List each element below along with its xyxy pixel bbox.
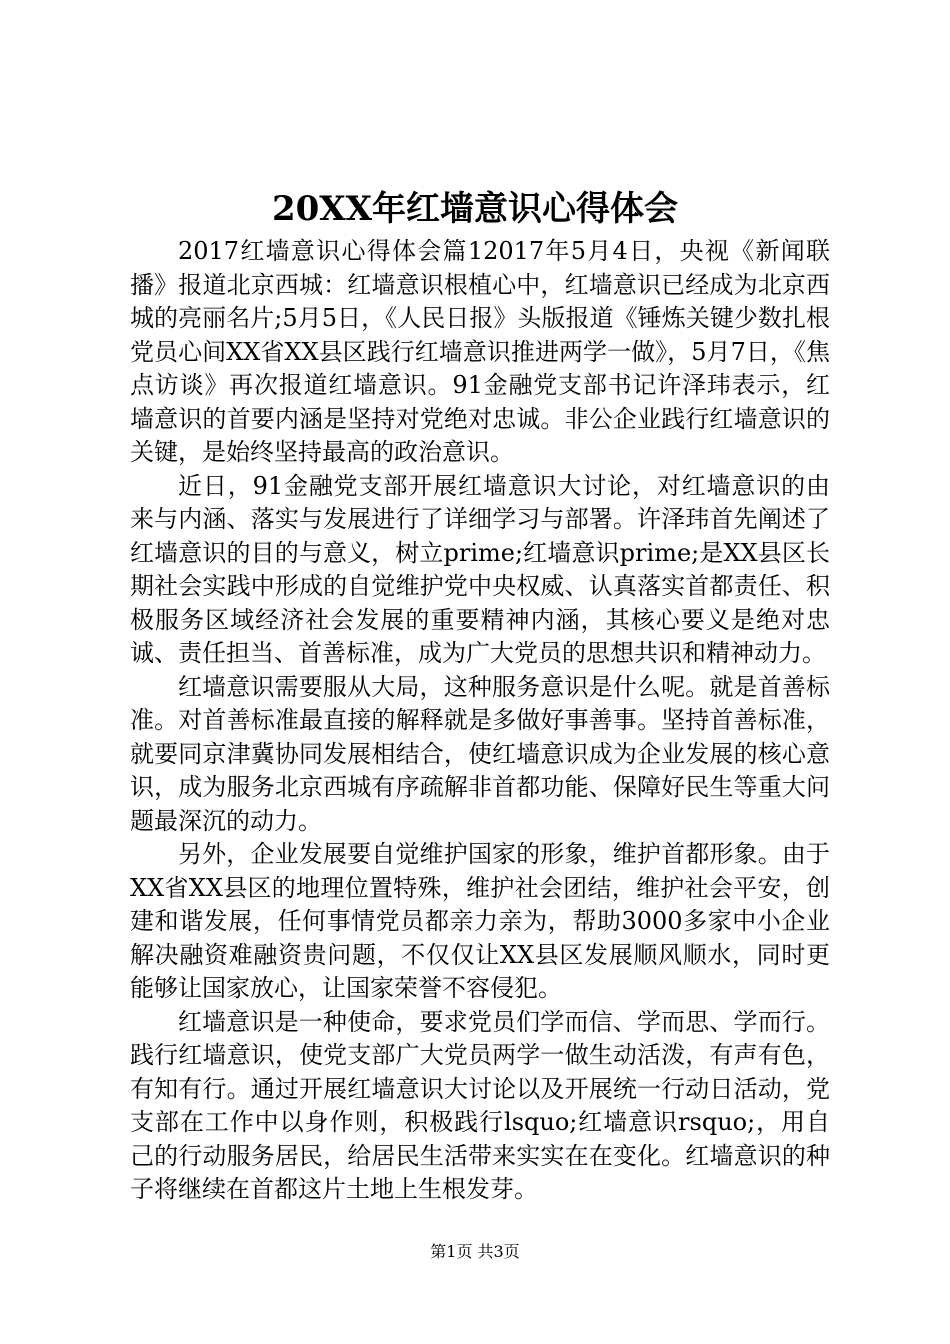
paragraph-1: 2017红墙意识心得体会篇12017年5月4日，央视《新闻联播》报道北京西城：红墙意识根植心中，红墙意识已经成为北京西城的亮丽名片;5月5日，《人民日报》头版报道《锤炼关键少数扎根党员心间XX省XX县区践行红墙意识推进两学一做》，5月7日，《焦点访谈》再次报道红墙意识。91金融党支部书记许泽玮表示，红墙意识的首要内涵是坚持对党绝对忠诚。非公企业践行红墙意识的关键，是始终坚持最高的政治意识。 — [130, 237, 830, 466]
paragraph-2: 近日，91金融党支部开展红墙意识大讨论，对红墙意识的由来与内涵、落实与发展进行了详细学习与部署。许泽玮首先阐述了红墙意识的目的与意义，树立prime;红墙意识prime;是XX县区长期社会实践中形成的自觉维护党中央权威、认真落实首都责任、积极服务区域经济社会发展的重要精神内涵，其核心要义是绝对忠诚、责任担当、首善标准，成为广大党员的思想共识和精神动力。 — [130, 471, 830, 667]
paragraph-4: 另外，企业发展要自觉维护国家的形象，维护首都形象。由于XX省XX县区的地理位置特殊，维护社会团结，维护社会平安，创建和谐发展，任何事情党员都亲力亲为，帮助3000多家中小企业解决融资难融资贵问题，不仅仅让XX县区发展顺风顺水，同时更能够让国家放心，让国家荣誉不容侵犯。 — [130, 840, 830, 1002]
document-title: 20XX年红墙意识心得体会 — [271, 189, 679, 229]
document-body — [130, 235, 830, 1207]
page-number-footer: 第1页 共3页 — [430, 1242, 520, 1261]
paragraph-5: 红墙意识是一种使命，要求党员们学而信、学而思、学而行。践行红墙意识，使党支部广大党员两学一做生动活泼，有声有色，有知有行。通过开展红墙意识大讨论以及开展统一行动日活动，党支部在工作中以身作则，积极践行lsquo;红墙意识rsquo;，用自己的行动服务居民，给居民生活带来实实在在变化。红墙意识的种子将继续在首都这片土地上生根发芽。 — [130, 1007, 830, 1203]
paragraph-3: 红墙意识需要服从大局，这种服务意识是什么呢。就是首善标准。对首善标准最直接的解释就是多做好事善事。坚持首善标准，就要同京津冀协同发展相结合，使红墙意识成为企业发展的核心意识，成为服务北京西城有序疏解非首都功能、保障好民生等重大问题最深沉的动力。 — [130, 672, 830, 835]
